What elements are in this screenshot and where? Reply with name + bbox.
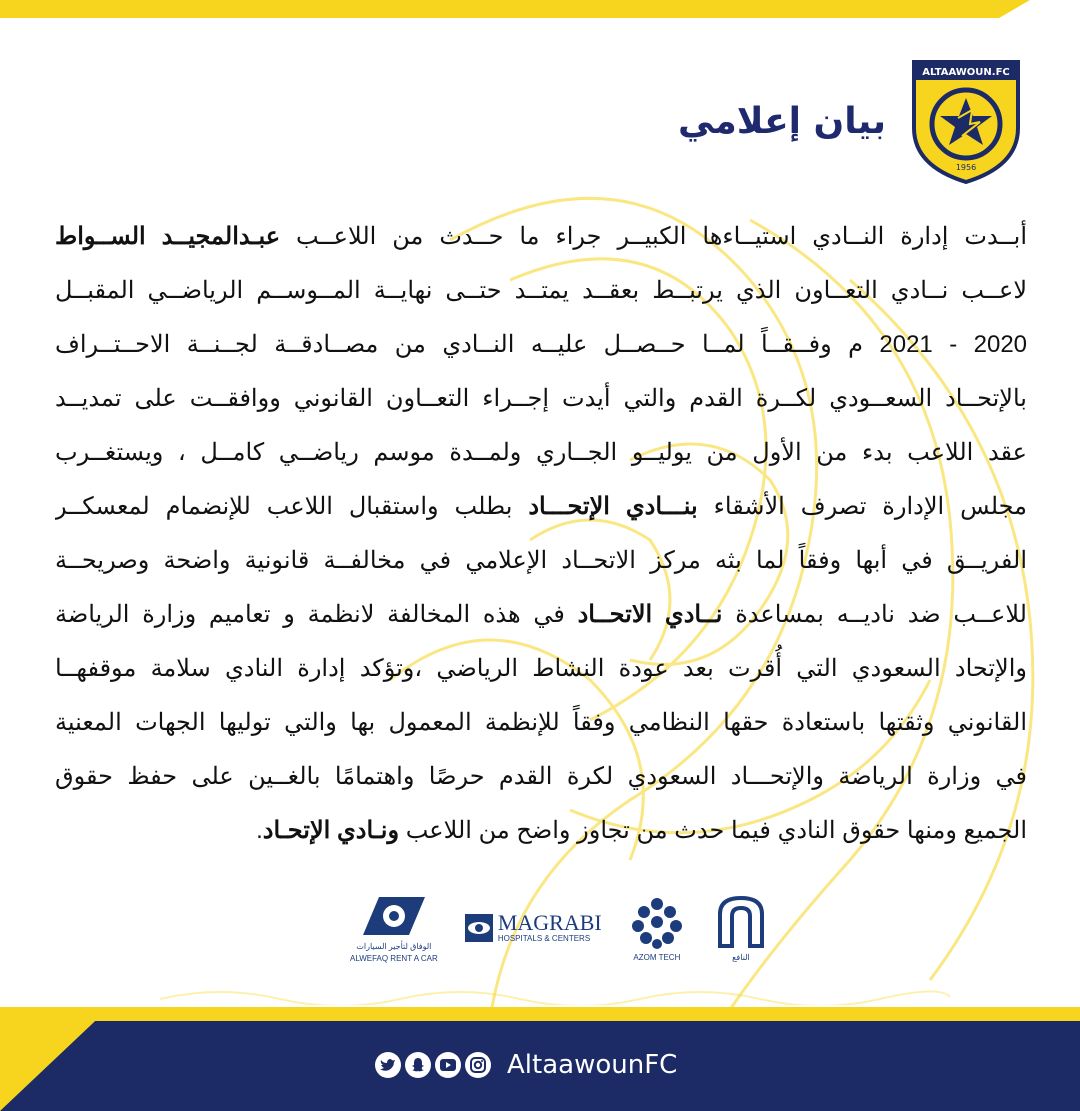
statement-text: في وزارة الرياضة والإتحـــاد السعودي لكرة القدم حرصًا واهتمامًا بالغــين على حفظ حقوق (55, 763, 1027, 790)
statement-text: عقد اللاعب بدء من الأول من يوليــو الجــاري ولمــدة موسم رياضــي كامــل ، ويستغــرب (55, 439, 1027, 466)
highlighted-name: ونـادي الإتحـاد (262, 817, 400, 844)
twitter-icon[interactable] (375, 1052, 401, 1078)
statement-text: للاعــب ضد ناديــه بمساعدة (722, 601, 1027, 628)
statement-text: لاعــب نــادي التعــاون الذي يرتبــط بعقــد يمتــد حتــى نهايــة المــوســم الرياضــي المقبــل (55, 277, 1027, 304)
sponsor-label: النافع (732, 952, 750, 962)
statement-line (55, 750, 1027, 804)
top-yellow-bar (0, 0, 1030, 18)
faint-wave-decoration (160, 985, 950, 1005)
statement-line (55, 642, 1027, 696)
highlighted-name: بنـــادي الإتحـــاد (528, 493, 698, 520)
sponsor-label: الوفاق لتأجير السيارات (356, 941, 432, 951)
alwefaq-logo (350, 893, 438, 963)
altaawoun-crest-logo (910, 58, 1022, 184)
azom-tech-mark-icon (628, 894, 686, 950)
crest-text: ALTAAWOUN.FC (922, 67, 1010, 78)
statement-body (55, 210, 1027, 858)
magrabi-subtitle: HOSPITALS & CENTERS (497, 934, 591, 943)
statement-line (55, 696, 1027, 750)
page-title: بيان إعلامي (678, 100, 886, 142)
page-header (678, 58, 1022, 184)
statement-text: الفريــق في أبها وفقاً لما بثه مركز الاتحــاد الإعلامي في مخالفــة قانونية واضحة وصريحــة (55, 547, 1027, 574)
statement-line (55, 210, 1027, 264)
crest-year: 1956 (955, 163, 977, 172)
statement-text: في هذه المخالفة لانظمة و تعاميم وزارة الرياضة (55, 601, 578, 628)
footer-yellow-band (0, 1007, 1080, 1021)
highlighted-name: عبـدالمجيــد الســواط (55, 223, 281, 250)
statement-text: . (256, 817, 263, 844)
sponsor-sublabel: ALWEFAQ RENT A CAR (350, 953, 438, 963)
statement-text: الجميع ومنها حقوق النادي فيما حدث من تجاوز واضح من اللاعب (399, 817, 1027, 844)
azom-tech-logo (628, 894, 686, 962)
statement-text: 2020 - 2021 م وفــقــاً لمــا حــصــل عليــه النــادي من مصــادقــة لجــنــة الاحــتــراف (55, 331, 1027, 358)
statement-line (55, 480, 1027, 534)
alnakheel-mark-icon (712, 894, 770, 950)
statement-text: أبــدت إدارة النــادي استيــاءها الكبيــر جراء ما حــدث من اللاعــب (280, 223, 1027, 250)
statement-text: والإتحاد السعودي التي أُقرت بعد عودة النشاط الرياضي ،وتؤكد إدارة النادي سلامة موقفهــا (55, 655, 1027, 682)
statement-line (55, 588, 1027, 642)
statement-line (55, 426, 1027, 480)
social-handle[interactable]: AltaawounFC (507, 1050, 678, 1080)
statement-text: بطلب واستقبال اللاعب للإنضمام لمعسكــر (55, 493, 529, 520)
alwefaq-mark-icon (361, 893, 427, 939)
statement-line (55, 264, 1027, 318)
magrabi-eye-icon (464, 913, 494, 943)
social-links (375, 1050, 677, 1080)
highlighted-name: نــادي الاتحــاد (577, 601, 723, 628)
statement-text: بالإتحــاد السعــودي لكــرة القدم والتي أيدت إجــراء التعــاون القانوني ووافقــت على تمديــد (55, 385, 1027, 412)
alnakheel-logo (712, 894, 770, 962)
magrabi-logo (464, 912, 602, 943)
statement-line (55, 804, 1027, 858)
snapchat-icon[interactable] (405, 1052, 431, 1078)
youtube-icon[interactable] (435, 1052, 461, 1078)
statement-line (55, 534, 1027, 588)
statement-line (55, 318, 1027, 372)
sponsor-logos (350, 880, 770, 975)
statement-line (55, 372, 1027, 426)
statement-text: القانوني وثقتها باستعادة حقها النظامي وفقاً للإنظمة المعمول بها والتي توليها الجهات المعنية (55, 709, 1027, 736)
statement-text: مجلس الإدارة تصرف الأشقاء (697, 493, 1027, 520)
instagram-icon[interactable] (465, 1052, 491, 1078)
magrabi-name: MAGRABI (497, 910, 602, 935)
sponsor-label: AZOM TECH (633, 952, 681, 962)
